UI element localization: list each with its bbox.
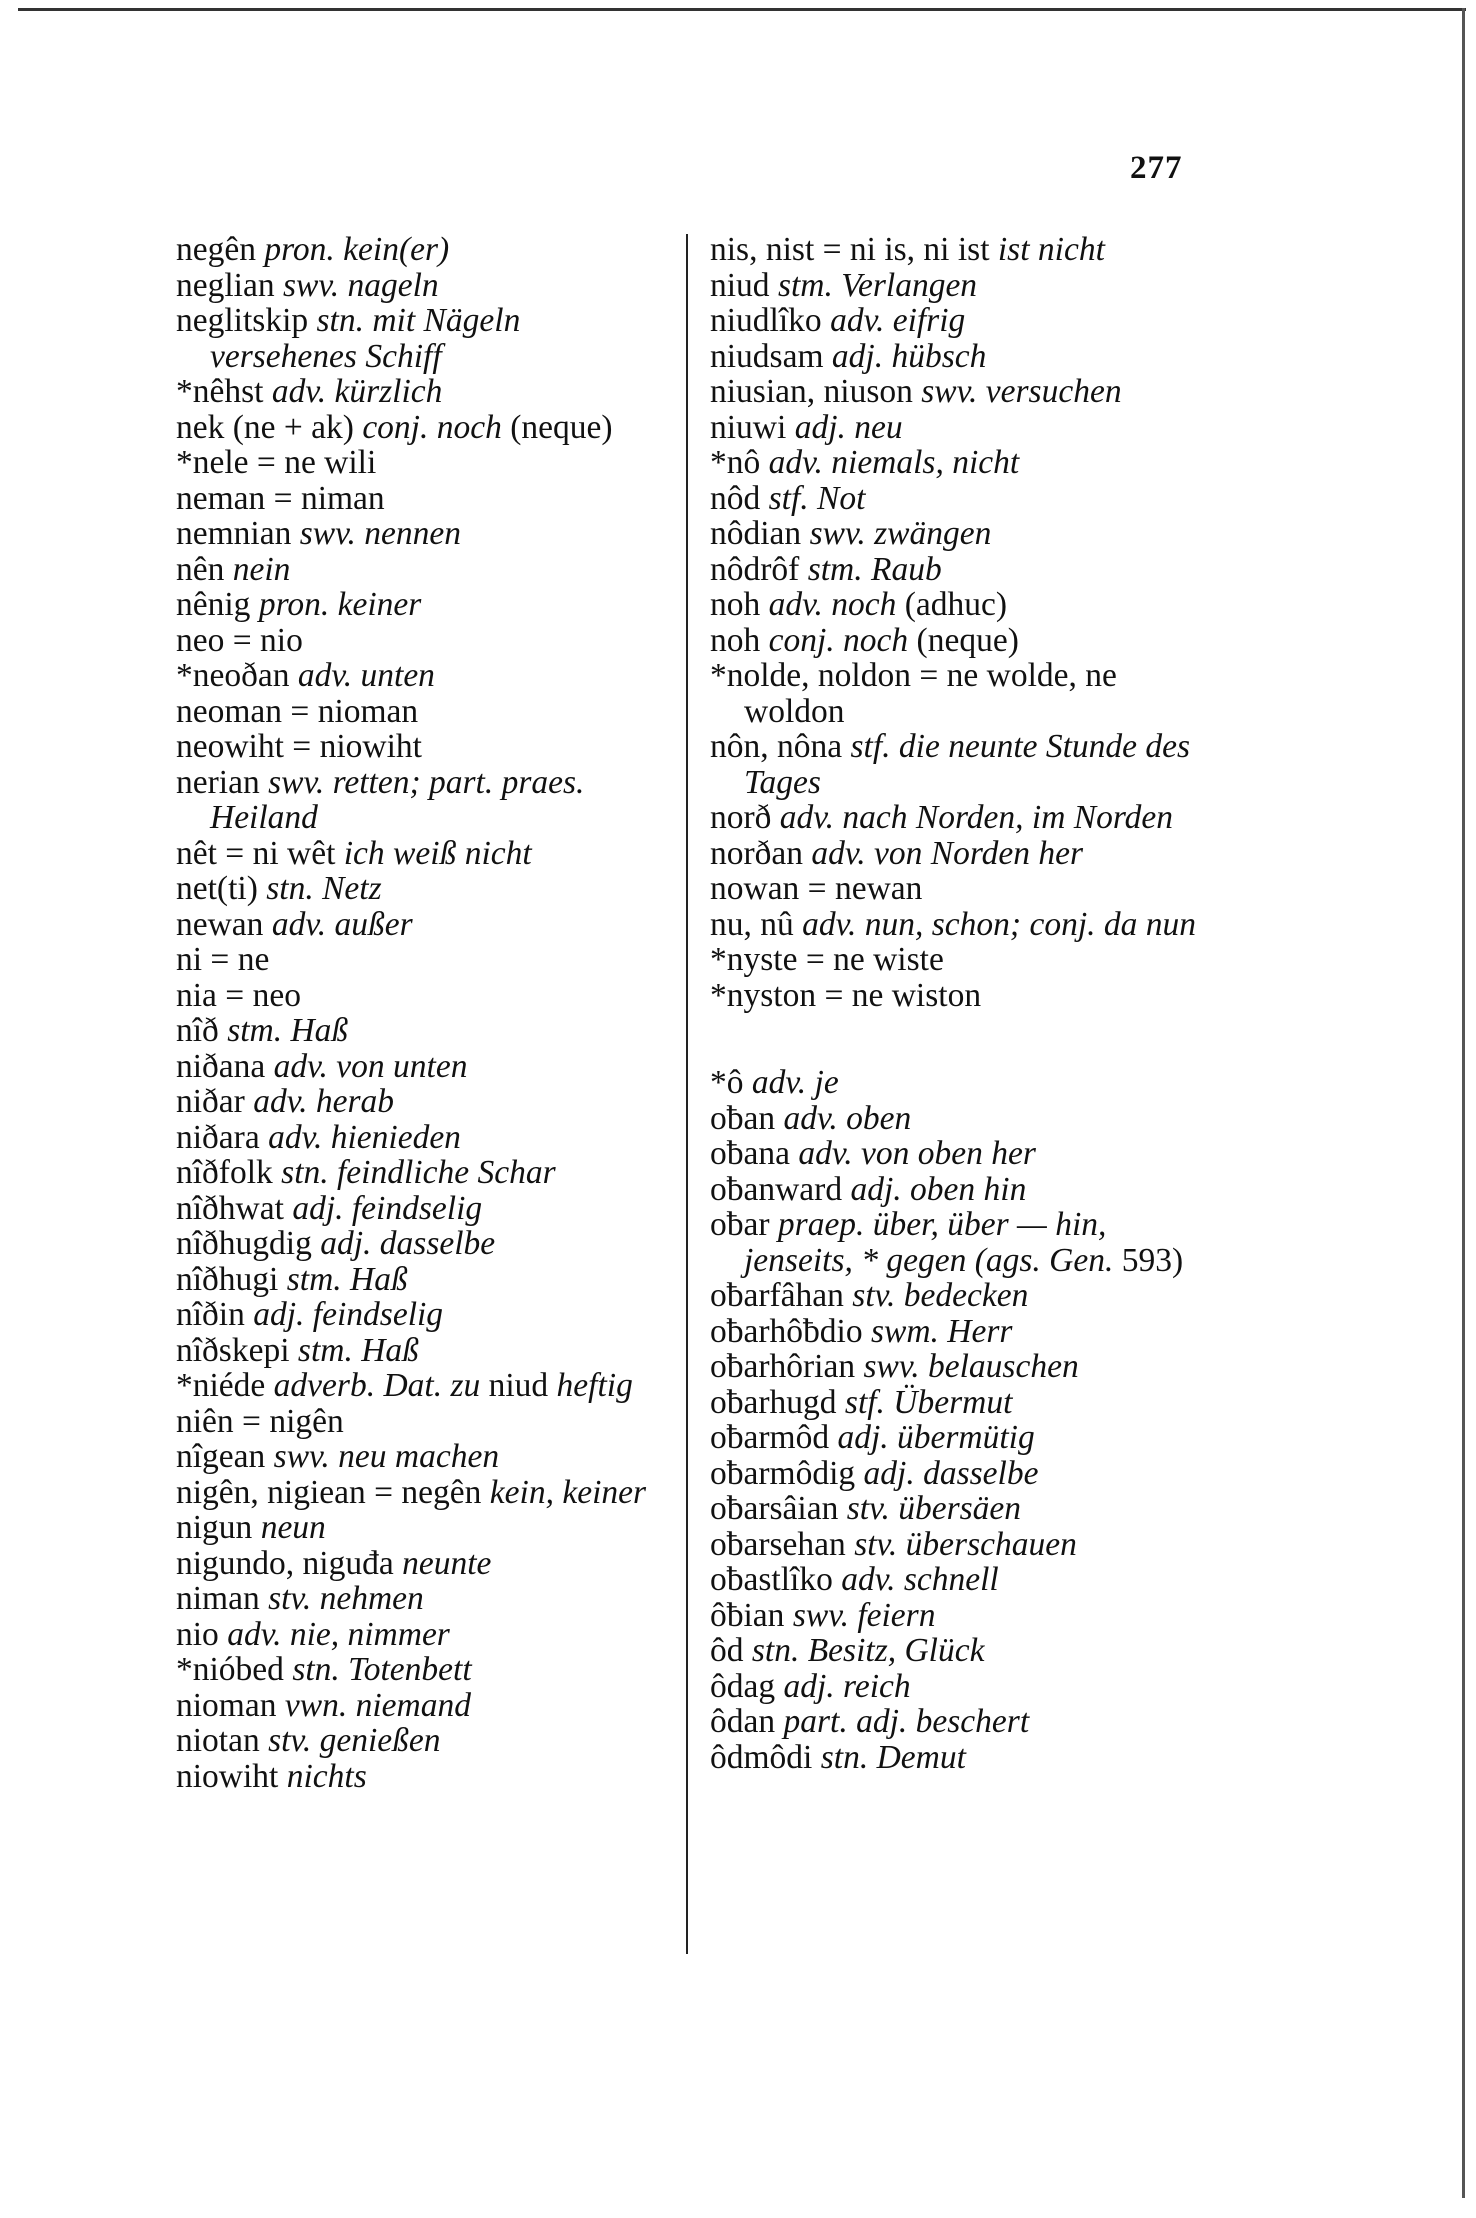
entry-gloss: adv. noch	[768, 586, 905, 623]
entry-gloss: adv. unten	[297, 657, 435, 694]
dictionary-entry	[176, 1581, 666, 1617]
dictionary-entry	[176, 694, 666, 730]
entry-gloss: stf. die neunte Stunde des Tages	[744, 728, 1191, 801]
entry-gloss: stn. feindliche Schar	[281, 1154, 556, 1191]
entry-gloss: stm. Raub	[807, 550, 942, 588]
right-column	[710, 232, 1200, 1775]
entry-headword: niðara	[176, 1118, 269, 1156]
entry-gloss: stv. genießen	[268, 1722, 441, 1759]
dictionary-entry	[176, 1013, 666, 1049]
entry-gloss: ist nicht	[997, 231, 1105, 268]
entry-headword: nis, nist = ni is, ni ist	[710, 231, 998, 268]
entry-gloss: stv. übersäen	[846, 1490, 1022, 1527]
entry-headword: negên	[176, 231, 265, 268]
dictionary-entry	[176, 481, 666, 517]
dictionary-entry	[710, 1385, 1200, 1421]
entry-headword: oƀanward	[710, 1170, 851, 1208]
dictionary-entry	[710, 1314, 1200, 1350]
entry-gloss: adv. außer	[271, 905, 413, 943]
entry-headword: neman = niman	[176, 479, 385, 517]
dictionary-entry	[176, 1510, 666, 1546]
entry-gloss: stn. Netz	[266, 870, 382, 907]
entry-headword: nôd	[710, 479, 769, 517]
dictionary-entry	[710, 907, 1200, 943]
entry-headword: niudlîko	[710, 302, 831, 339]
entry-gloss: kein, keiner	[489, 1473, 647, 1511]
dictionary-entry	[176, 1617, 666, 1653]
entry-headword: oƀastlîko	[710, 1561, 842, 1598]
entry-gloss: stm. Haß	[227, 1012, 349, 1049]
dictionary-entry	[176, 232, 666, 268]
entry-gloss: stf. Übermut	[844, 1383, 1013, 1421]
left-column	[176, 232, 666, 1794]
entry-gloss: adv. hienieden	[268, 1118, 461, 1156]
entry-headword: *nolde, noldon = ne wolde, ne woldon	[710, 657, 1117, 730]
entry-gloss: stn. Besitz, Glück	[751, 1632, 985, 1669]
entry-gloss: neunte	[402, 1544, 492, 1582]
entry-headword: nîðin	[176, 1296, 254, 1333]
entry-gloss: conj. noch	[362, 408, 511, 446]
entry-headword: nigun	[176, 1509, 261, 1546]
dictionary-entry	[176, 1226, 666, 1262]
dictionary-entry	[710, 1420, 1200, 1456]
dictionary-entry	[176, 658, 666, 694]
entry-gloss: adverb. Dat. zu	[273, 1367, 489, 1404]
dictionary-entry	[710, 1278, 1200, 1314]
entry-gloss: adj. neu	[794, 408, 903, 446]
dictionary-entry	[710, 871, 1200, 907]
entry-gloss: nichts	[286, 1757, 367, 1795]
entry-headword: niusian, niuson	[710, 373, 922, 410]
entry-gloss: adv. eifrig	[830, 302, 966, 339]
entry-headword: nu, nû	[710, 905, 803, 943]
entry-headword: niman	[176, 1580, 269, 1617]
dictionary-entry	[710, 1065, 1200, 1101]
dictionary-entry	[710, 1740, 1200, 1776]
entry-gloss: pron. keiner	[258, 586, 422, 623]
entry-gloss: adv. je	[751, 1064, 839, 1101]
entry-headword: oƀarsâian	[710, 1490, 847, 1527]
entry-headword: nêt = ni wêt	[176, 834, 344, 872]
entry-gloss: adv. nach Norden, im Norden	[779, 799, 1174, 836]
entry-headword: ôd	[710, 1632, 752, 1669]
entry-gloss: stf. Not	[768, 479, 866, 517]
entry-gloss: swv. retten; part. praes. Heiland	[210, 763, 585, 836]
entry-gloss: adj. feindselig	[292, 1189, 483, 1227]
entry-headword: neowiht = niowiht	[176, 728, 422, 765]
entry-gloss: adv. kürzlich	[271, 373, 443, 410]
entry-headword: nîðskepi	[176, 1331, 298, 1369]
entry-headword: nek (ne + ak)	[176, 408, 363, 446]
entry-gloss: adj. dasselbe	[320, 1225, 496, 1262]
dictionary-entry	[176, 1333, 666, 1369]
entry-gloss: swv. feiern	[792, 1596, 936, 1634]
dictionary-entry	[176, 1723, 666, 1759]
dictionary-entry	[176, 1475, 666, 1511]
entry-headword: oƀarsehan	[710, 1525, 855, 1563]
entry-headword: nên	[176, 550, 233, 588]
entry-headword: nênig	[176, 586, 259, 623]
dictionary-entry	[176, 871, 666, 907]
entry-headword: *nyste = ne wiste	[710, 941, 944, 978]
entry-headword: norð	[710, 799, 780, 836]
entry-headword: nemnian	[176, 515, 300, 552]
dictionary-entry	[176, 836, 666, 872]
dictionary-entry	[710, 481, 1200, 517]
dictionary-entry	[710, 1491, 1200, 1527]
dictionary-entry	[710, 410, 1200, 446]
dictionary-entry	[176, 1191, 666, 1227]
entry-headword: noh	[710, 621, 769, 659]
entry-headword: *nele = ne wili	[176, 444, 377, 481]
dictionary-entry	[176, 1439, 666, 1475]
dictionary-entry	[710, 445, 1200, 481]
dictionary-entry	[710, 729, 1200, 800]
dictionary-entry	[176, 1688, 666, 1724]
entry-gloss: adj. oben hin	[850, 1170, 1027, 1208]
dictionary-entry	[176, 1084, 666, 1120]
dictionary-entry	[710, 516, 1200, 552]
entry-headword: nôdrôf	[710, 550, 808, 588]
entry-gloss: stm. Haß	[286, 1260, 408, 1298]
entry-headword: neo = nio	[176, 621, 303, 659]
dictionary-entry	[710, 587, 1200, 623]
entry-gloss: adj. dasselbe	[863, 1454, 1039, 1492]
entry-gloss: adj. übermütig	[837, 1419, 1035, 1456]
entry-headword: nerian	[176, 763, 269, 801]
entry-headword: *nióbed	[176, 1651, 293, 1688]
entry-headword: *nô	[710, 444, 769, 481]
entry-headword: niên = nigên	[176, 1402, 344, 1440]
entry-gloss: ich weiß nicht	[343, 834, 532, 872]
entry-headword: (neque)	[916, 621, 1019, 659]
dictionary-entry	[710, 978, 1200, 1014]
top-border	[18, 8, 1466, 11]
entry-headword: (neque)	[510, 408, 613, 446]
dictionary-entry	[710, 1172, 1200, 1208]
entry-headword: nioman	[176, 1686, 285, 1724]
dictionary-entry	[176, 1368, 666, 1404]
dictionary-entry	[710, 1633, 1200, 1669]
entry-headword: *neoðan	[176, 657, 298, 694]
dictionary-entry	[176, 1652, 666, 1688]
section-gap	[710, 1013, 1200, 1065]
dictionary-entry	[176, 729, 666, 765]
entry-headword: nôdian	[710, 515, 810, 552]
entry-gloss: praep. über, über — hin, jenseits, * gegen (ags. Gen.	[744, 1206, 1122, 1279]
dictionary-entry	[710, 1598, 1200, 1634]
dictionary-entry	[176, 516, 666, 552]
entry-headword: neoman = nioman	[176, 692, 419, 730]
dictionary-entry	[176, 1155, 666, 1191]
dictionary-entry	[710, 552, 1200, 588]
dictionary-entry	[176, 410, 666, 446]
entry-gloss: swm. Herr	[870, 1312, 1013, 1350]
dictionary-entry	[710, 1669, 1200, 1705]
dictionary-entry	[176, 587, 666, 623]
entry-headword: oƀana	[710, 1135, 799, 1172]
entry-headword: *niéde	[176, 1367, 274, 1404]
entry-gloss: adv. nun, schon; conj. da nun	[802, 905, 1196, 943]
entry-headword: oƀan	[710, 1099, 784, 1137]
entry-gloss: conj. noch	[768, 621, 917, 659]
dictionary-entry	[176, 623, 666, 659]
entry-headword: ôƀian	[710, 1596, 793, 1634]
dictionary-entry	[176, 1262, 666, 1298]
dictionary-entry	[710, 1349, 1200, 1385]
entry-headword: oƀar	[710, 1206, 778, 1243]
dictionary-entry	[176, 978, 666, 1014]
dictionary-entry	[710, 1527, 1200, 1563]
entry-headword: nîðhugi	[176, 1260, 287, 1298]
right-border	[1462, 8, 1465, 2198]
entry-headword: ni = ne	[176, 941, 270, 978]
entry-gloss: swv. zwängen	[809, 515, 992, 552]
dictionary-entry	[710, 1207, 1200, 1278]
entry-gloss: stv. bedecken	[852, 1277, 1029, 1314]
page-number: 277	[1130, 150, 1183, 186]
entry-headword: net(ti)	[176, 870, 267, 907]
entry-gloss: adj. hübsch	[831, 337, 987, 375]
entry-headword: oƀarhôrian	[710, 1348, 864, 1385]
dictionary-entry	[710, 303, 1200, 339]
dictionary-entry	[176, 1404, 666, 1440]
dictionary-entry	[176, 303, 666, 374]
dictionary-entry	[710, 1704, 1200, 1740]
entry-gloss: stm. Haß	[297, 1331, 419, 1369]
column-divider	[686, 234, 688, 1954]
entry-headword: norðan	[710, 834, 812, 872]
entry-gloss: adj. reich	[783, 1667, 911, 1705]
entry-headword: neglitskip	[176, 302, 317, 339]
entry-headword: nîgean	[176, 1438, 274, 1475]
entry-gloss: adj. feindselig	[253, 1296, 444, 1333]
entry-headword: nowan = newan	[710, 870, 923, 907]
dictionary-entry	[710, 1101, 1200, 1137]
dictionary-entry	[710, 339, 1200, 375]
entry-headword: oƀarmôd	[710, 1419, 838, 1456]
entry-gloss: stv. überschauen	[854, 1525, 1077, 1563]
entry-gloss: stv. nehmen	[268, 1580, 424, 1617]
dictionary-entry	[176, 907, 666, 943]
entry-gloss: neun	[260, 1509, 326, 1546]
entry-headword: (adhuc)	[904, 586, 1008, 623]
dictionary-entry	[176, 942, 666, 978]
dictionary-entry	[176, 552, 666, 588]
entry-headword: ôdag	[710, 1667, 784, 1705]
entry-gloss: swv. versuchen	[921, 373, 1122, 410]
entry-headword: niðana	[176, 1047, 274, 1085]
dictionary-entry	[710, 374, 1200, 410]
entry-headword: neglian	[176, 266, 283, 304]
dictionary-entry	[710, 1562, 1200, 1598]
entry-gloss: adv. herab	[253, 1083, 395, 1120]
dictionary-entry	[710, 268, 1200, 304]
dictionary-entry	[176, 1546, 666, 1582]
entry-headword: *nêhst	[176, 373, 272, 410]
entry-gloss: swv. neu machen	[273, 1438, 500, 1475]
dictionary-entry	[710, 658, 1200, 729]
entry-headword: niðar	[176, 1083, 254, 1120]
dictionary-entry	[710, 836, 1200, 872]
entry-gloss: adv. niemals, nicht	[768, 444, 1020, 481]
dictionary-entry	[176, 445, 666, 481]
entry-gloss: stn. mit Nägeln versehenes Schiff	[210, 302, 521, 375]
entry-headword: nigundo, niguđa	[176, 1544, 403, 1582]
entry-gloss: heftig	[556, 1367, 633, 1404]
entry-headword: oƀarhôƀdio	[710, 1312, 871, 1350]
entry-gloss: pron. kein(er)	[264, 231, 450, 268]
entry-gloss: nein	[232, 550, 291, 588]
entry-gloss: part. adj. beschert	[783, 1703, 1030, 1740]
dictionary-entry	[176, 268, 666, 304]
entry-headword: oƀarfâhan	[710, 1277, 853, 1314]
entry-gloss: adv. von Norden her	[811, 834, 1084, 872]
dictionary-entry	[710, 232, 1200, 268]
entry-headword: *nyston = ne wiston	[710, 976, 982, 1014]
entry-headword: 593)	[1121, 1241, 1184, 1279]
entry-headword: niotan	[176, 1722, 269, 1759]
entry-gloss: vwn. niemand	[284, 1686, 471, 1724]
entry-headword: nigên, nigiean = negên	[176, 1473, 490, 1511]
entry-headword: nîðhwat	[176, 1189, 293, 1227]
entry-headword: oƀarhugd	[710, 1383, 845, 1421]
entry-headword: niud	[710, 266, 778, 304]
entry-headword: *ô	[710, 1064, 752, 1101]
entry-headword: niudsam	[710, 337, 832, 375]
entry-gloss: adv. von unten	[273, 1047, 468, 1085]
entry-headword: ôdmôdi	[710, 1738, 821, 1776]
entry-gloss: stm. Verlangen	[777, 266, 978, 304]
entry-headword: nôn, nôna	[710, 728, 851, 765]
entry-headword: noh	[710, 586, 769, 623]
entry-headword: nîðhugdig	[176, 1225, 321, 1262]
dictionary-entry	[176, 765, 666, 836]
entry-gloss: swv. nageln	[282, 266, 439, 304]
entry-headword: nio	[176, 1615, 228, 1653]
dictionary-entry	[710, 623, 1200, 659]
dictionary-entry	[176, 1297, 666, 1333]
entry-gloss: adv. oben	[783, 1099, 912, 1137]
entry-gloss: stn. Totenbett	[292, 1651, 472, 1688]
entry-headword: nia = neo	[176, 976, 301, 1014]
entry-gloss: swv. nennen	[299, 515, 461, 552]
entry-gloss: adv. schnell	[841, 1561, 999, 1598]
entry-headword: nîð	[176, 1012, 228, 1049]
dictionary-entry	[176, 1120, 666, 1156]
dictionary-entry	[176, 1049, 666, 1085]
entry-headword: nîðfolk	[176, 1154, 282, 1191]
entry-gloss: stn. Demut	[820, 1738, 966, 1776]
entry-gloss: adv. nie, nimmer	[227, 1615, 450, 1653]
dictionary-entry	[710, 942, 1200, 978]
entry-headword: newan	[176, 905, 272, 943]
entry-headword: ôdan	[710, 1703, 784, 1740]
dictionary-entry	[176, 374, 666, 410]
entry-gloss: adv. von oben her	[798, 1135, 1036, 1172]
dictionary-entry	[710, 1136, 1200, 1172]
entry-headword: niuwi	[710, 408, 795, 446]
entry-headword: niowiht	[176, 1757, 287, 1795]
dictionary-entry	[710, 800, 1200, 836]
entry-headword: oƀarmôdig	[710, 1454, 864, 1492]
dictionary-entry	[710, 1456, 1200, 1492]
entry-headword: niud	[488, 1367, 557, 1404]
entry-gloss: swv. belauschen	[863, 1348, 1079, 1385]
dictionary-entry	[176, 1759, 666, 1795]
